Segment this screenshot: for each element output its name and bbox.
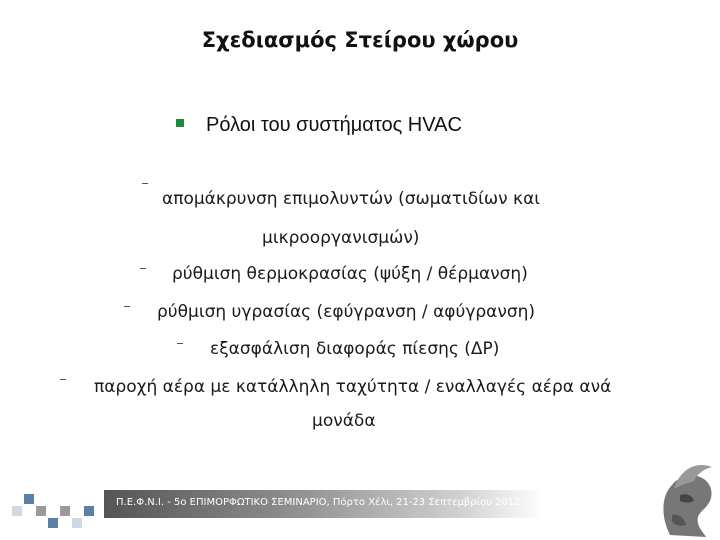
bullet-dash-icon <box>177 343 183 344</box>
bullet-dash-icon <box>60 379 66 380</box>
decorative-square <box>36 506 46 516</box>
bullet-text: εξασφάλιση διαφοράς πίεσης (ΔP) <box>210 339 500 359</box>
bullet-text-continued: μικροοργανισμών) <box>262 228 420 248</box>
bullet-square-icon <box>176 119 184 127</box>
footer-text: Π.Ε.Φ.Ν.Ι. - 5ο ΕΠΙΜΟΡΦΩΤΙΚΟ ΣΕΜΙΝΑΡΙΟ, Πόρτο Χέλι, 21-23 Σεπτεμβρίου 2012 <box>116 497 521 508</box>
bullet-text: απομάκρυνση επιμολυντών (σωματιδίων και <box>162 189 541 209</box>
subheading <box>176 114 462 137</box>
slide-title: Σχεδιασμός Στείρου χώρου <box>201 28 519 52</box>
bullet-dash-icon <box>142 183 148 184</box>
bullet-text: ρύθμιση υγρασίας (εφύγρανση / αφύγρανση) <box>157 302 536 322</box>
decorative-square <box>60 506 70 516</box>
bullet-text: ρύθμιση θερμοκρασίας (ψύξη / θέρμανση) <box>172 264 528 284</box>
decorative-square <box>84 506 94 516</box>
decorative-square <box>48 518 58 528</box>
bullet-dash-icon <box>140 268 146 269</box>
subheading-text: Ρόλοι του συστήματος HVAC <box>206 114 462 136</box>
warrior-helmet-icon <box>650 455 720 540</box>
bullet-text: παροχή αέρα με κατάλληλη ταχύτητα / εναλλαγές αέρα ανά <box>94 377 612 397</box>
bullet-text-continued: μονάδα <box>312 411 376 431</box>
decorative-square <box>24 494 34 504</box>
decorative-square <box>12 506 22 516</box>
bullet-dash-icon <box>124 306 130 307</box>
decorative-square <box>72 518 82 528</box>
